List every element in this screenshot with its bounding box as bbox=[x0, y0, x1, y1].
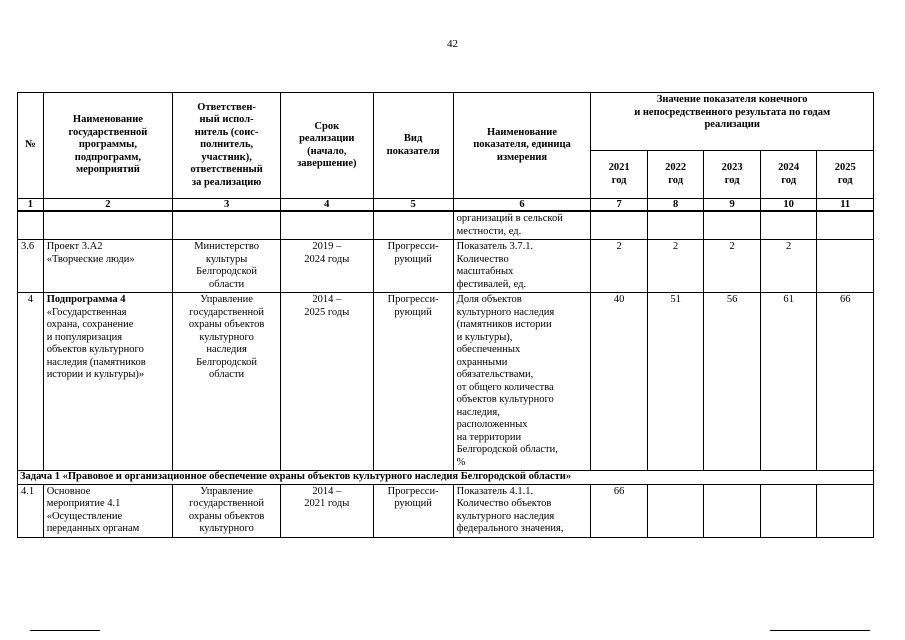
row-term: 2014 – 2021 годы bbox=[281, 484, 373, 537]
row-responsible bbox=[173, 211, 281, 240]
row-value-2024 bbox=[760, 211, 817, 240]
row-name: Проект 3.А2 «Творческие люди» bbox=[43, 240, 172, 293]
row-value-2025: 66 bbox=[817, 293, 874, 471]
row-value-2025 bbox=[817, 211, 874, 240]
row-name bbox=[43, 211, 172, 240]
column-number: 2 bbox=[43, 199, 172, 212]
header-year-2024: 2024 год bbox=[760, 151, 817, 199]
scan-edge-line bbox=[30, 630, 100, 631]
row-value-2021: 2 bbox=[591, 240, 648, 293]
row-num bbox=[18, 211, 44, 240]
row-term bbox=[281, 211, 373, 240]
task-heading-row bbox=[18, 471, 874, 485]
row-value-2025 bbox=[817, 484, 874, 537]
column-numbers-row bbox=[18, 199, 874, 212]
row-type bbox=[373, 211, 453, 240]
row-value-2024: 2 bbox=[760, 240, 817, 293]
row-term: 2019 – 2024 годы bbox=[281, 240, 373, 293]
row-value-2021: 66 bbox=[591, 484, 648, 537]
table-row bbox=[18, 484, 874, 537]
column-number: 5 bbox=[373, 199, 453, 212]
header-col-name: Наименование государственной программы, подпрограмм, мероприятий bbox=[43, 93, 172, 199]
row-value-2023 bbox=[704, 211, 761, 240]
column-number: 10 bbox=[760, 199, 817, 212]
row-num: 4 bbox=[18, 293, 44, 471]
column-number: 1 bbox=[18, 199, 44, 212]
row-responsible: Управление государственной охраны объектов культурного bbox=[173, 484, 281, 537]
header-col-type: Вид показателя bbox=[373, 93, 453, 199]
column-number: 11 bbox=[817, 199, 874, 212]
page-number: 42 bbox=[447, 38, 458, 50]
header-row-1 bbox=[18, 93, 874, 151]
column-number: 7 bbox=[591, 199, 648, 212]
row-value-2023: 56 bbox=[704, 293, 761, 471]
row-type: Прогресси- рующий bbox=[373, 484, 453, 537]
row-num: 3.6 bbox=[18, 240, 44, 293]
row-name: Основное мероприятие 4.1 «Осуществление переданных органам bbox=[43, 484, 172, 537]
row-indicator: Показатель 3.7.1. Количество масштабных фестивалей, ед. bbox=[453, 240, 591, 293]
header-col-term: Срок реализации (начало, завершение) bbox=[281, 93, 373, 199]
row-value-2022 bbox=[647, 484, 704, 537]
column-number: 4 bbox=[281, 199, 373, 212]
header-year-2021: 2021 год bbox=[591, 151, 648, 199]
scan-edge-line bbox=[770, 630, 870, 631]
column-number: 8 bbox=[647, 199, 704, 212]
header-col-values: Значение показателя конечного и непосредственного результата по годам реализации bbox=[591, 93, 874, 151]
row-type: Прогресси- рующий bbox=[373, 293, 453, 471]
row-value-2021: 40 bbox=[591, 293, 648, 471]
row-value-2022: 2 bbox=[647, 240, 704, 293]
row-num: 4.1 bbox=[18, 484, 44, 537]
header-year-2023: 2023 год bbox=[704, 151, 761, 199]
row-indicator: Показатель 4.1.1. Количество объектов культурного наследия федерального значения, bbox=[453, 484, 591, 537]
row-value-2024 bbox=[760, 484, 817, 537]
row-value-2021 bbox=[591, 211, 648, 240]
row-value-2025 bbox=[817, 240, 874, 293]
row-indicator: Доля объектов культурного наследия (памятников истории и культуры), обеспеченных охранными обязательствами, от общего количества объектов культурного наследия, расположенных на территории Белгородской области, % bbox=[453, 293, 591, 471]
row-value-2023 bbox=[704, 484, 761, 537]
row-indicator: организаций в сельской местности, ед. bbox=[453, 211, 591, 240]
table-row bbox=[18, 293, 874, 471]
column-number: 6 bbox=[453, 199, 591, 212]
header-col-indicator: Наименование показателя, единица измерения bbox=[453, 93, 591, 199]
row-responsible: Министерство культуры Белгородской области bbox=[173, 240, 281, 293]
indicators-table bbox=[17, 92, 874, 538]
column-number: 3 bbox=[173, 199, 281, 212]
row-value-2022 bbox=[647, 211, 704, 240]
row-type: Прогресси- рующий bbox=[373, 240, 453, 293]
row-responsible: Управление государственной охраны объектов культурного наследия Белгородской области bbox=[173, 293, 281, 471]
row-value-2023: 2 bbox=[704, 240, 761, 293]
row-term: 2014 – 2025 годы bbox=[281, 293, 373, 471]
subprogram-description: «Государственная охрана, сохранение и популяризация объектов культурного наследия (памятников истории и культуры)» bbox=[46, 306, 146, 380]
task-heading: Задача 1 «Правовое и организационное обеспечение охраны объектов культурного наследия Белгородской области» bbox=[18, 471, 874, 485]
table-row bbox=[18, 211, 874, 240]
header-col-num: № bbox=[18, 93, 44, 199]
row-value-2022: 51 bbox=[647, 293, 704, 471]
row-value-2024: 61 bbox=[760, 293, 817, 471]
header-year-2022: 2022 год bbox=[647, 151, 704, 199]
subprogram-title: Подпрограмма 4 bbox=[46, 294, 126, 305]
header-year-2025: 2025 год bbox=[817, 151, 874, 199]
row-name bbox=[43, 293, 172, 471]
header-col-responsible: Ответствен- ный испол- нитель (соис- полнитель, участник), ответственный за реализацию bbox=[173, 93, 281, 199]
column-number: 9 bbox=[704, 199, 761, 212]
table-row bbox=[18, 240, 874, 293]
